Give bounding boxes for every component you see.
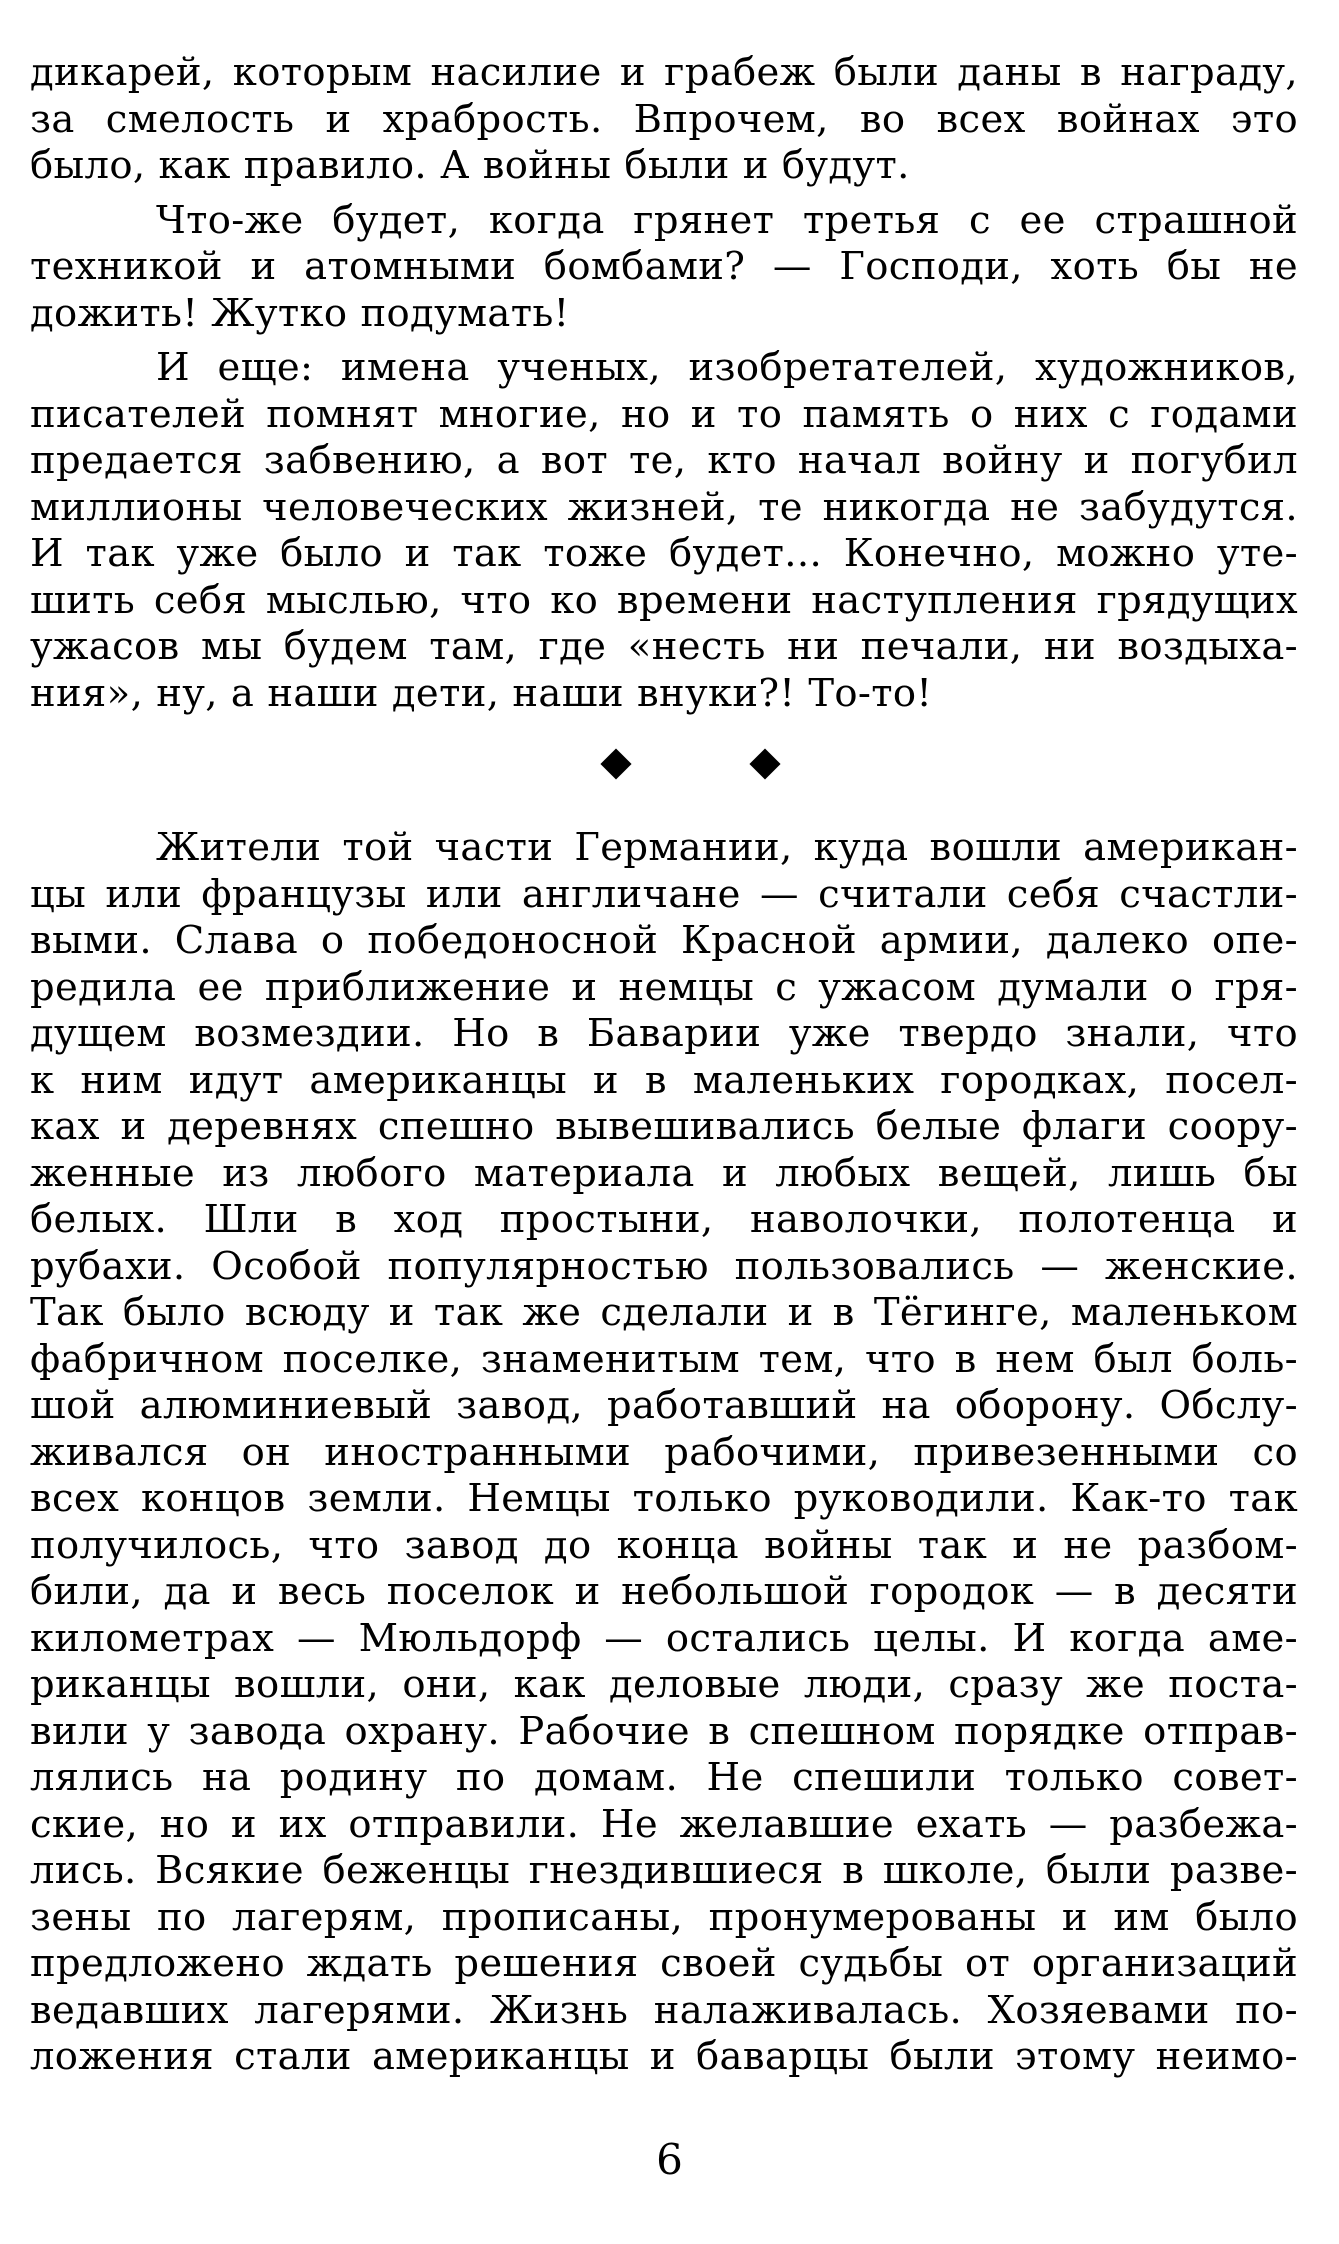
text-line: ния», ну, а наши дети, наши внуки?! То-то! bbox=[30, 670, 933, 716]
text-line: И еще: имена ученых, изобретателей, художников, bbox=[156, 345, 1298, 390]
page-text bbox=[30, 50, 1298, 2089]
text-line: редила ее приближение и немцы с ужасом думали о гря- bbox=[30, 964, 1298, 1010]
text-line: Что-же будет, когда грянет третья с ее страшной bbox=[156, 197, 1298, 243]
paragraph-2 bbox=[30, 198, 1298, 338]
text-line: шить себя мыслью, что ко времени наступления грядущих bbox=[30, 577, 1298, 623]
text-line: вили у завода охрану. Рабочие в спешном порядке отправ- bbox=[30, 1708, 1298, 1754]
section-separator bbox=[30, 739, 1298, 789]
text-line: предложено ждать решения своей судьбы от организаций bbox=[30, 1941, 1298, 1986]
text-line: выми. Слава о победоносной Красной армии, далеко опе- bbox=[30, 918, 1298, 963]
text-line: дикарей, которым насилие и грабеж были даны в награду, bbox=[30, 50, 1298, 95]
text-line: фабричном поселке, знаменитым тем, что в нем был боль- bbox=[30, 1336, 1298, 1382]
text-line: И так уже было и так тоже будет... Конечно, можно уте- bbox=[30, 531, 1298, 576]
text-line: живался он иностранными рабочими, привезенными со bbox=[30, 1429, 1298, 1475]
text-line: к ним идут американцы и в маленьких городках, посел- bbox=[30, 1057, 1298, 1103]
text-line: получилось, что завод до конца войны так и не разбом- bbox=[30, 1522, 1298, 1568]
diamond-ornament-icon bbox=[600, 748, 631, 779]
text-line: Жители той части Германии, куда вошли американ- bbox=[156, 825, 1298, 870]
text-line: риканцы вошли, они, как деловые люди, сразу же поста- bbox=[30, 1662, 1298, 1707]
text-line: ские, но и их отправили. Не желавшие ехать — разбежа- bbox=[30, 1801, 1298, 1847]
text-line: километрах — Мюльдорф — остались целы. И когда аме- bbox=[30, 1615, 1298, 1661]
text-line: техникой и атомными бомбами? — Господи, хоть бы не bbox=[30, 244, 1298, 289]
text-line: ках и деревнях спешно вывешивались белые флаги соору- bbox=[30, 1104, 1298, 1149]
text-line: шой алюминиевый завод, работавший на оборону. Обслу- bbox=[30, 1383, 1298, 1428]
text-line: всех концов земли. Немцы только руководили. Как-то так bbox=[30, 1476, 1298, 1521]
paragraph-4 bbox=[30, 825, 1298, 2081]
text-line: цы или французы или англичане — считали себя счастли- bbox=[30, 871, 1298, 917]
text-line: ужасов мы будем там, где «несть ни печали, ни воздыха- bbox=[30, 624, 1298, 669]
page-number: 6 bbox=[656, 2135, 683, 2184]
diamond-ornament-icon bbox=[749, 748, 780, 779]
text-line: ведавших лагерями. Жизнь налаживалась. Хозяевами по- bbox=[30, 1987, 1298, 2033]
text-line: Так было всюду и так же сделали и в Тёгинге, маленьком bbox=[30, 1290, 1298, 1335]
text-line: женные из любого материала и любых вещей, лишь бы bbox=[30, 1150, 1298, 1196]
text-line: били, да и весь поселок и небольшой городок — в десяти bbox=[30, 1569, 1298, 1614]
text-line: было, как правило. А войны были и будут. bbox=[30, 143, 910, 188]
text-line: миллионы человеческих жизней, те никогда не забудутся. bbox=[30, 484, 1298, 530]
text-line: дожить! Жутко подумать! bbox=[30, 290, 570, 336]
text-line: предается забвению, а вот те, кто начал войну и погубил bbox=[30, 438, 1298, 483]
paragraph-1 bbox=[30, 50, 1298, 190]
text-line: за смелость и храбрость. Впрочем, во всех войнах это bbox=[30, 96, 1298, 142]
text-line: белых. Шли в ход простыни, наволочки, полотенца и bbox=[30, 1197, 1298, 1242]
text-line: ложения стали американцы и баварцы были этому неимо- bbox=[30, 2034, 1298, 2079]
text-line: писателей помнят многие, но и то память о них с годами bbox=[30, 391, 1298, 437]
text-line: дущем возмездии. Но в Баварии уже твердо знали, что bbox=[30, 1011, 1298, 1056]
text-line: зены по лагерям, прописаны, пронумерованы и им было bbox=[30, 1894, 1298, 1940]
paragraph-3 bbox=[30, 345, 1298, 717]
text-line: рубахи. Особой популярностью пользовались — женские. bbox=[30, 1243, 1298, 1289]
text-line: лялись на родину по домам. Не спешили только совет- bbox=[30, 1755, 1298, 1800]
text-line: лись. Всякие беженцы гнездившиеся в школе, были разве- bbox=[30, 1848, 1298, 1893]
